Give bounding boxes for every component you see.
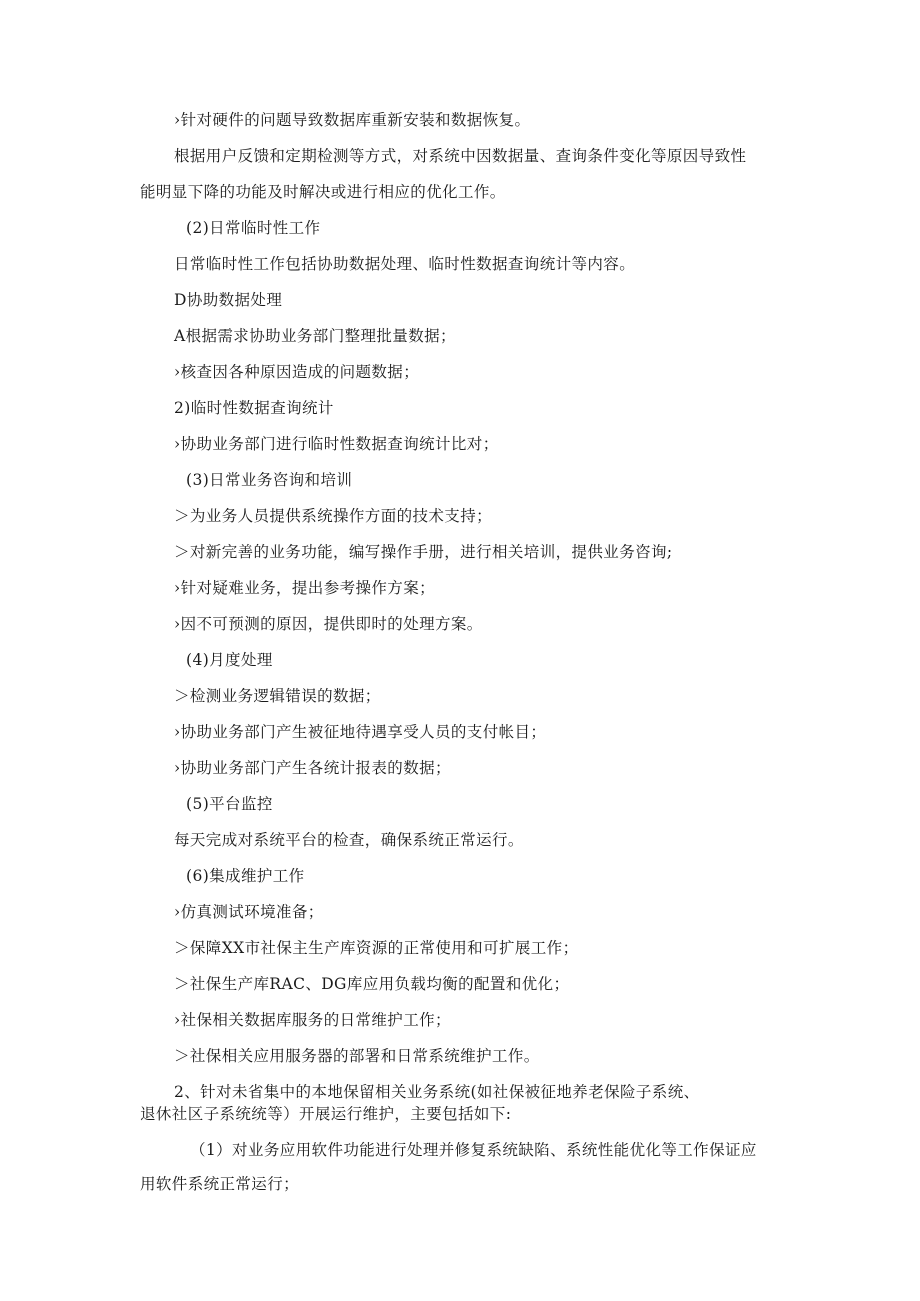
text-line: 能明显下降的功能及时解决或进行相应的优化工作。 xyxy=(140,183,506,201)
text-line: 退休社区子系统统等）开展运行维护，主要包括如下: xyxy=(140,1105,512,1123)
text-line: 用软件系统正常运行； xyxy=(140,1175,300,1193)
subsection-heading: 2)临时性数据查询统计 xyxy=(174,399,334,417)
list-item: ›针对疑难业务，提出参考操作方案； xyxy=(174,579,435,597)
list-item: ＞为业务人员提供系统操作方面的技术支持； xyxy=(174,507,493,525)
section-heading: (5)平台监控 xyxy=(186,795,273,813)
text-line: 日常临时性工作包括协助数据处理、临时性数据查询统计等内容。 xyxy=(174,255,636,273)
numbered-paragraph: （1）对业务应用软件功能进行处理并修复系统缺陷、系统性能优化等工作保证应 xyxy=(190,1141,757,1159)
list-item: ›因不可预测的原因，提供即时的处理方案。 xyxy=(174,615,483,633)
text-line: 每天完成对系统平台的检查，确保系统正常运行。 xyxy=(174,831,524,849)
list-item: ＞社保生产库RAC、DG库应用负载均衡的配置和优化； xyxy=(174,975,570,993)
text-line: ›针对硬件的问题导致数据库重新安装和数据恢复。 xyxy=(174,111,531,129)
list-item: ›核查因各种原因造成的问题数据； xyxy=(174,363,420,381)
text-line: 根据用户反馈和定期检测等方式，对系统中因数据量、查询条件变化等原因导致性 xyxy=(174,147,747,165)
list-item: ＞社保相关应用服务器的部署和日常系统维护工作。 xyxy=(174,1047,540,1065)
list-item: ›协助业务部门产生被征地待遇享受人员的支付帐目； xyxy=(174,723,547,741)
numbered-paragraph: 2、针对未省集中的本地保留相关业务系统(如社保被征地养老保险子系统、 xyxy=(174,1083,700,1101)
list-item: ›仿真测试环境准备； xyxy=(174,903,324,921)
subsection-heading: D协助数据处理 xyxy=(174,291,283,309)
section-heading: (3)日常业务咨询和培训 xyxy=(186,471,353,489)
list-item: A根据需求协助业务部门整理批量数据； xyxy=(174,327,456,345)
section-heading: (4)月度处理 xyxy=(186,651,273,669)
list-item: ›协助业务部门进行临时性数据查询统计比对； xyxy=(174,435,499,453)
list-item: ＞对新完善的业务功能，编写操作手册，进行相关培训，提供业务咨询; xyxy=(174,543,673,561)
section-heading: (6)集成维护工作 xyxy=(186,867,305,885)
list-item: ›社保相关数据库服务的日常维护工作； xyxy=(174,1011,451,1029)
list-item: ＞检测业务逻辑错误的数据； xyxy=(174,687,381,705)
list-item: ›协助业务部门产生各统计报表的数据； xyxy=(174,759,451,777)
list-item: ＞保障XX市社保主生产库资源的正常使用和可扩展工作； xyxy=(174,939,579,957)
section-heading: (2)日常临时性工作 xyxy=(186,219,321,237)
